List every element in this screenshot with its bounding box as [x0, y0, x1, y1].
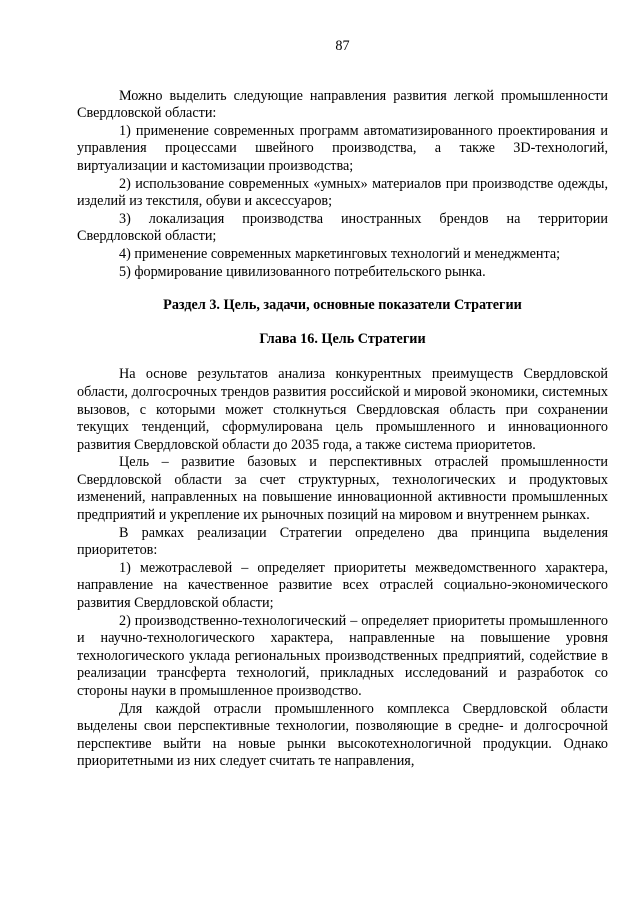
direction-item-1: 1) применение современных программ автоматизированного проектирования и управления процессами швейного производства, а также 3D-технологий, виртуализации и кастомизации производства;	[77, 122, 608, 174]
body-paragraph-goal: Цель – развитие базовых и перспективных отраслей промышленности Свердловской области за счет структурных, технологических и продуктовых изменений, направленных на повышение инновационной активности промышленных предприятий и укрепление их рыночных позиций на мировом и внутреннем рынках.	[77, 454, 608, 524]
chapter-heading: Глава 16. Цель Стратегии	[259, 330, 426, 347]
body-paragraph-technologies: Для каждой отрасли промышленного комплекса Свердловской области выделены свои перспективные технологии, позволяющие в средне- и долгосрочной перспективе выйти на новые рынки высокотехнологичной продукции. Однако приоритетными из них следует считать те направления,	[77, 700, 608, 770]
direction-item-3: 3) локализация производства иностранных брендов на территории Свердловской области;	[77, 210, 608, 245]
principle-item-2: 2) производственно-технологический – определяет приоритеты промышленного и научно-технологического характера, направленные на повышение уровня технологического уклада региональных производственных предприятий, содействие в реализации трансферта технологий, прикладных исследований и разработок со стороны науки в промышленное производство.	[77, 612, 608, 699]
direction-item-5: 5) формирование цивилизованного потребительского рынка.	[119, 263, 486, 280]
section-heading: Раздел 3. Цель, задачи, основные показатели Стратегии	[163, 297, 522, 314]
body-paragraph-principles: В рамках реализации Стратегии определено два принципа выделения приоритетов:	[77, 524, 608, 559]
principle-item-1: 1) межотраслевой – определяет приоритеты межведомственного характера, направление на качественное развитие всех отраслей социально-экономического развития Свердловской области;	[77, 559, 608, 612]
page-number: 87	[335, 38, 350, 54]
direction-item-4: 4) применение современных маркетинговых технологий и менеджмента;	[119, 245, 561, 262]
intro-paragraph: Можно выделить следующие направления развития легкой промышленности Свердловской области:	[77, 87, 608, 122]
body-paragraph-analysis: На основе результатов анализа конкурентных преимуществ Свердловской области, долгосрочных трендов развития российской и мировой экономики, системных вызовов, с которыми может столкнуться Свердловская область при сохранении текущих тенденций, сформулирована цель промышленного и инновационного развития Свердловской области до 2035 года, а также система приоритетов.	[77, 366, 608, 453]
direction-item-2: 2) использование современных «умных» материалов при производстве одежды, изделий из текстиля, обуви и аксессуаров;	[77, 175, 608, 210]
